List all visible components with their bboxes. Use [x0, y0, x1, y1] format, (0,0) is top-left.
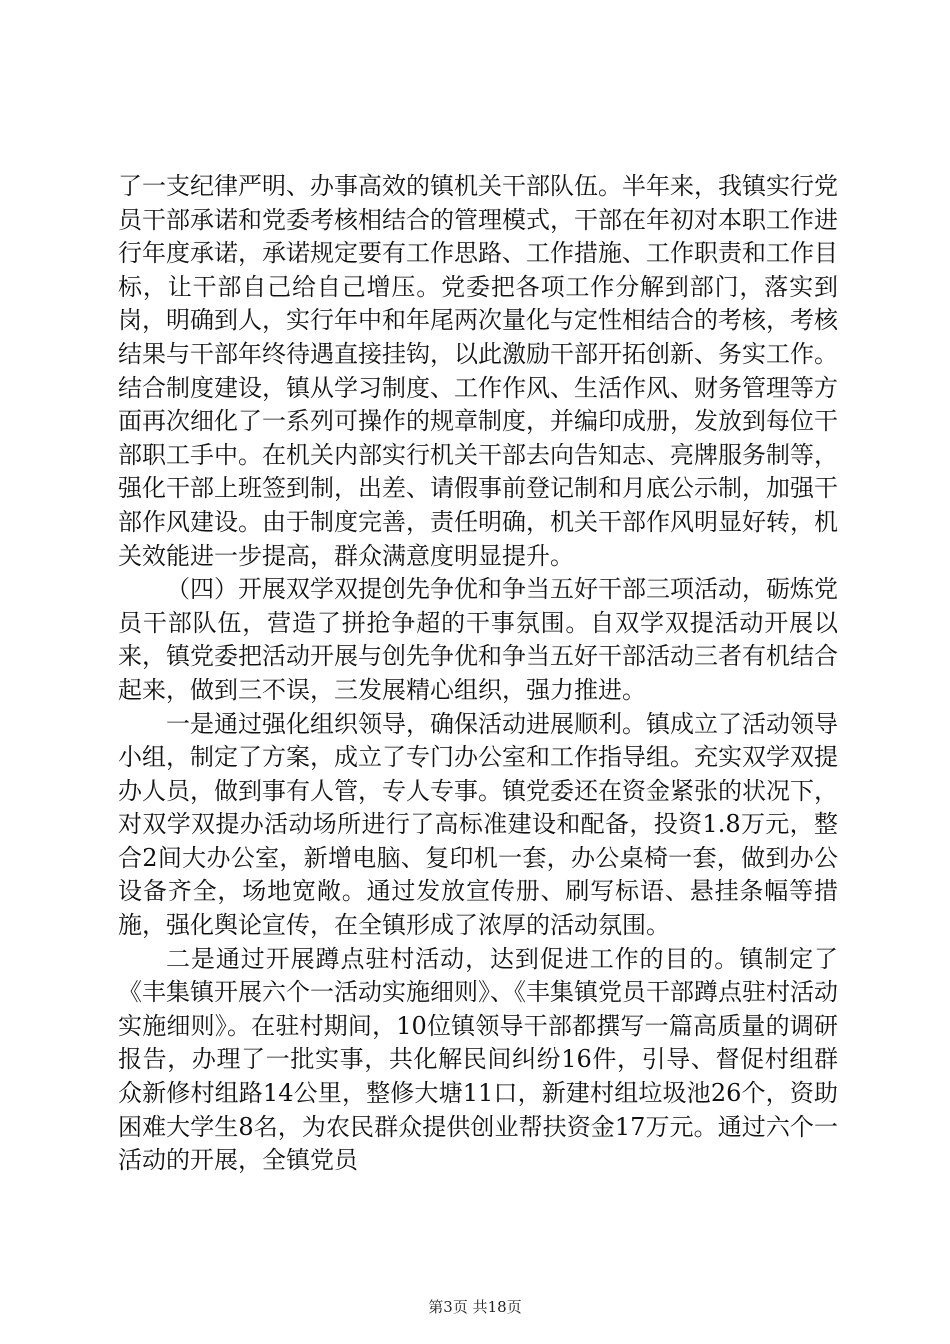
paragraph-1: 了一支纪律严明、办事高效的镇机关干部队伍。半年来，我镇实行党员干部承诺和党委考核相结合的管理模式，干部在年初对本职工作进行年度承诺，承诺规定要有工作思路、工作措施、工作职责和工作目标，让干部自己给自己增压。党委把各项工作分解到部门，落实到岗，明确到人，实行年中和年尾两次量化与定性相结合的考核，考核结果与干部年终待遇直接挂钩，以此激励干部开拓创新、务实工作。结合制度建设，镇从学习制度、工作作风、生活作风、财务管理等方面再次细化了一系列可操作的规章制度，并编印成册，发放到每位干部职工手中。在机关内部实行机关干部去向告知志、亮牌服务制等，强化干部上班签到制，出差、请假事前登记制和月底公示制，加强干部作风建设。由于制度完善，责任明确，机关干部作风明显好转，机关效能进一步提高，群众满意度明显提升。: [118, 172, 838, 570]
paragraph-4: 二是通过开展蹲点驻村活动，达到促进工作的目的。镇制定了《丰集镇开展六个一活动实施细则》、《丰集镇党员干部蹲点驻村活动实施细则》。在驻村期间，10位镇领导干部都撰写一篇高质量的调研报告，办理了一批实事，共化解民间纠纷16件，引导、督促村组群众新修村组路14公里，整修大塘11口，新建村组垃圾池26个，资助困难大学生8名，为农民群众提供创业帮扶资金17万元。通过六个一活动的开展，全镇党员: [118, 944, 838, 1175]
document-body: [118, 170, 838, 1178]
paragraph-2: （四）开展双学双提创先争优和争当五好干部三项活动，砺炼党员干部队伍，营造了拼抢争超的干事氛围。自双学双提活动开展以来，镇党委把活动开展与创先争优和争当五好干部活动三者有机结合起来，做到三不误，三发展精心组织，强力推进。: [118, 575, 838, 704]
page-number-footer: 第3页 共18页: [428, 1298, 522, 1316]
paragraph-3: 一是通过强化组织领导，确保活动进展顺利。镇成立了活动领导小组，制定了方案，成立了专门办公室和工作指导组。充实双学双提办人员，做到事有人管，专人专事。镇党委还在资金紧张的状况下，对双学双提办活动场所进行了高标准建设和配备，投资1.8万元，整合2间大办公室，新增电脑、复印机一套，办公桌椅一套，做到办公设备齐全，场地宽敞。通过发放宣传册、刷写标语、悬挂条幅等措施，强化舆论宣传，在全镇形成了浓厚的活动氛围。: [118, 709, 838, 940]
